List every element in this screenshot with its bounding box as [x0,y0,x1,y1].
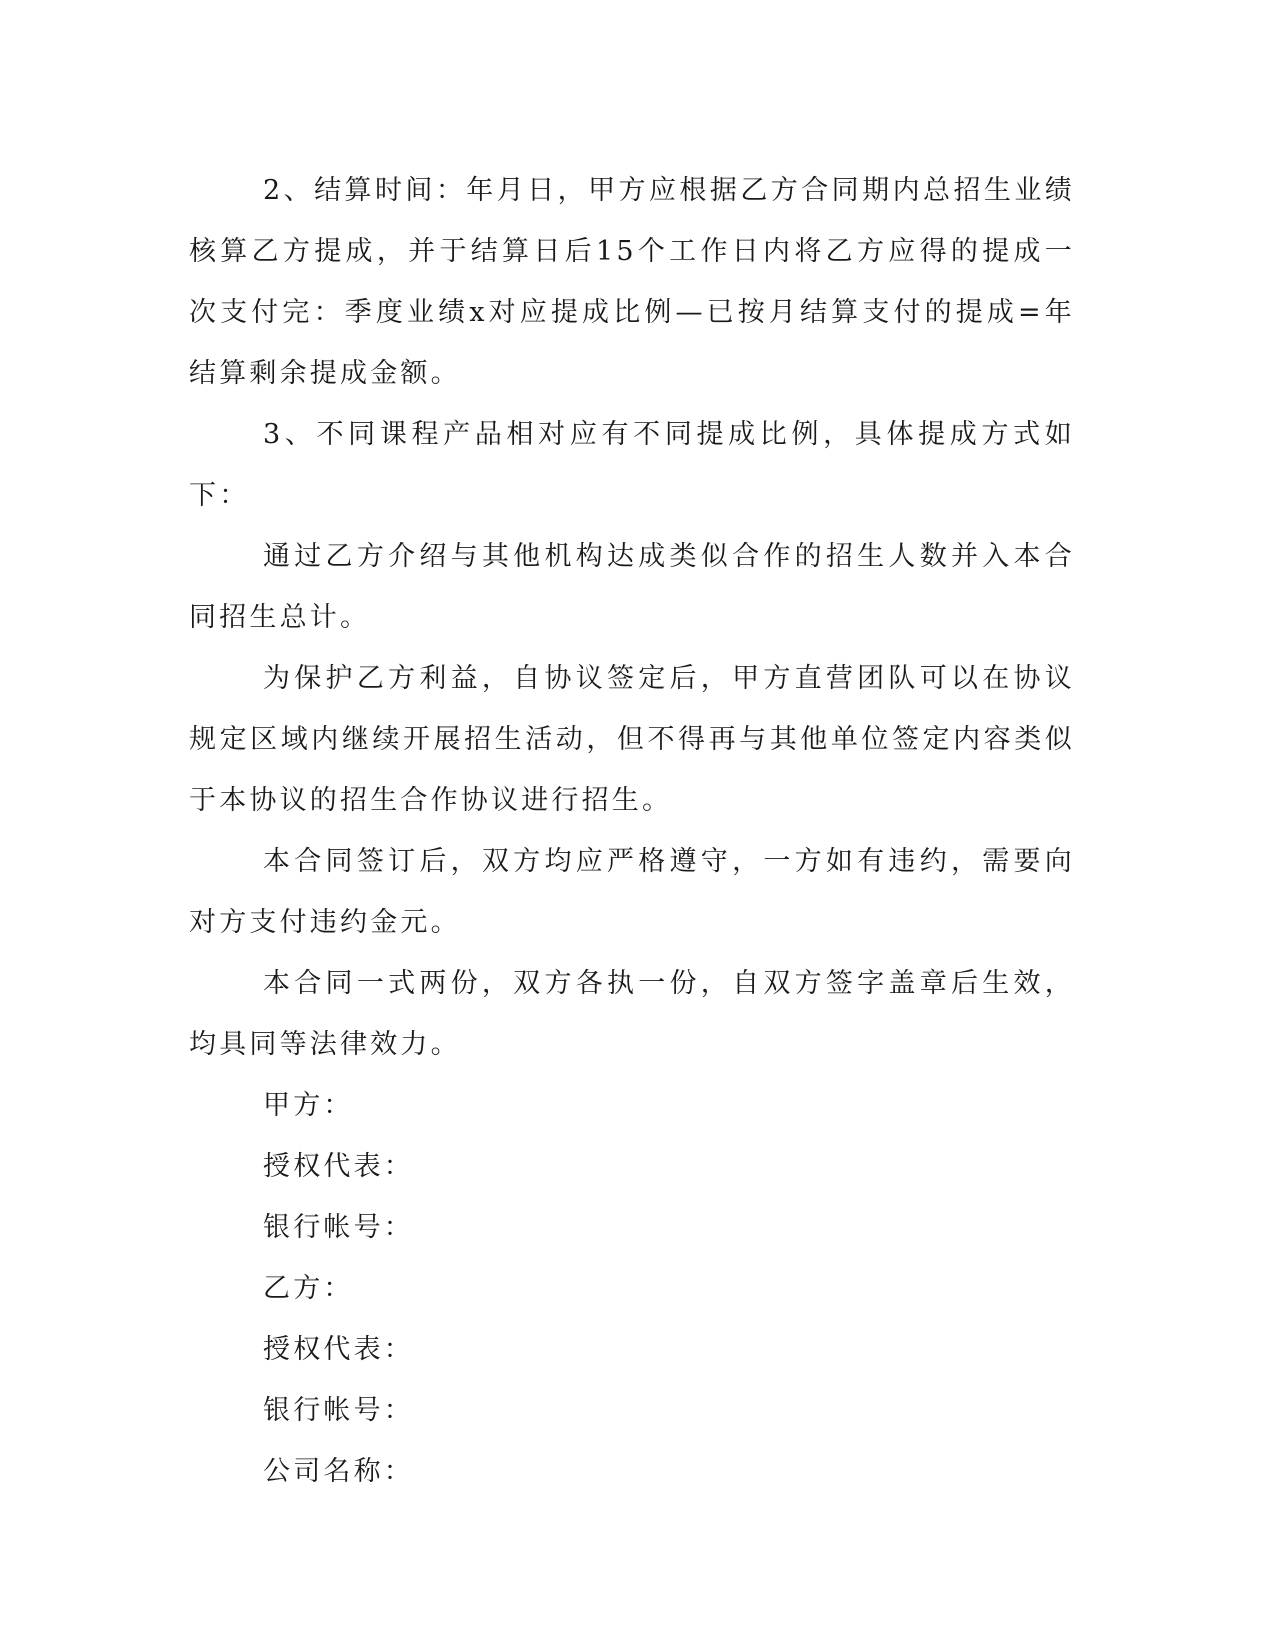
clause-protection: 为保护乙方利益，自协议签定后，甲方直营团队可以在协议规定区域内继续开展招生活动，但不得再与其他单位签定内容类似于本协议的招生合作协议进行招生。 [189,663,1075,816]
clause-copies: 本合同一式两份，双方各执一份，自双方签字盖章后生效，均具同等法律效力。 [189,968,1075,1060]
signature-block [189,1075,1075,1502]
clause-breach: 本合同签订后，双方均应严格遵守，一方如有违约，需要向对方支付违约金元。 [189,846,1075,938]
company-name-label: 公司名称： [263,1456,414,1487]
clause-settlement-time: 2、结算时间：年月日，甲方应根据乙方合同期内总招生业绩核算乙方提成，并于结算日后15个工作日内将乙方应得的提成一次支付完：季度业绩x对应提成比例—已按月结算支付的提成=年结算剩余提成金额。 [189,175,1075,389]
document-body [189,160,1075,1502]
party-b-bank-account-label: 银行帐号： [263,1395,414,1426]
party-a-representative-label: 授权代表： [263,1151,414,1182]
party-a-bank-account-label: 银行帐号： [263,1212,414,1243]
party-b-representative-label: 授权代表： [263,1334,414,1365]
party-b-label: 乙方： [263,1273,354,1304]
clause-commission-ratio: 3、不同课程产品相对应有不同提成比例，具体提成方式如下： [189,419,1075,511]
clause-referral-enrollment: 通过乙方介绍与其他机构达成类似合作的招生人数并入本合同招生总计。 [189,541,1075,633]
party-a-label: 甲方： [263,1090,354,1121]
